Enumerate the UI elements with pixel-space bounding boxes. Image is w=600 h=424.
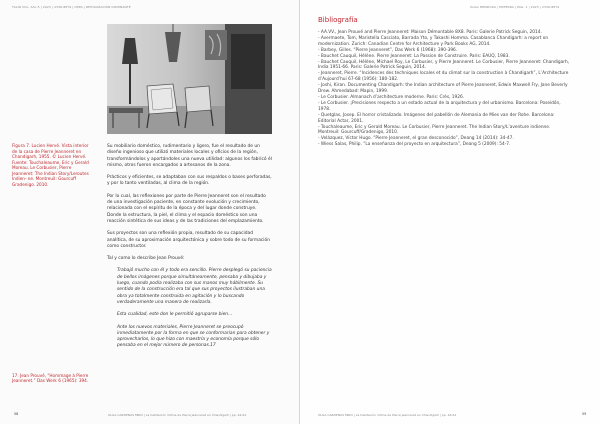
bibliography-entry: - Le Corbusier. Almanach d’architecture moderne. Paris: Crès, 1926. — [318, 94, 465, 100]
left-running-header: TALIN VOL. Año 5 | 2023 | 2336-8879 | DPPA | RESTAURACIÓN DOMINANTE — [12, 5, 131, 9]
bibliography-entry: - Bauchet Cauquil, Hélène, Michael Roy, Le Corbusier, y Pierre Jeanneret. Le Corbusier, Pierre Jeanneret: Chandigarh, India 1951-66. Paris: Galerie Patrick Seguin, 2014. — [318, 59, 570, 71]
bibliography-entry: - Bauchet Cauquil, Hélène. Pierre Jeanneret: La Passion de Construire. Paris: EAUQ, 1983. — [318, 53, 510, 59]
body-paragraph: Por lo cual, las reflexiones por parte de Pierre Jeanneret son el resultado de una investigación paciente, en constante evolución y crecimiento, relacionada con el espíritu de la época y del lugar donde construye. Donde la estructura, la piel, el clima y el espacio doméstico son una reacción sintética de sus ideas y de las tradiciones del emplazamiento. — [107, 193, 266, 224]
bibliography-entry: - Joshi, Kiran. Documenting Chandigarh: the Indian architecture of Pierre Jeanneret, Edwin Maxwell Fry, Jane Beverly Drew. Ahmedabad: Mapin, 1999. — [318, 83, 568, 95]
block-quote: Ante los nuevos materiales, Pierre Jeanneret se preocupó inmediatamente por la forma en que se conformarían para obtener y aprovecharlos, lo que hizo con maestría y economía porque sólo pensaba en el mejor número de personas.17 — [117, 324, 270, 349]
bibliography-entry: - Jeanneret, Pierre. “Incidences des techniques locales et du climat sur la construction à Chandigarh”, L’Architecture d’Aujourd’hui 67-68 (1956): 180-182. — [318, 71, 569, 83]
body-paragraph: Su mobiliario doméstico, rudimentario y ligero, fue el resultado de un diseño ingenioso que utilizó materiales locales y oficios de la región, transformándolos y aportándoles una nueva utilidad: algunos los fabricó él mismo, otros fueron encargados a artesanos de la zona. — [107, 144, 272, 168]
body-paragraph: Sus proyectos son una reflexión propia, resultado de su capacidad analítica, de su aproximación arquitectónica y sobre todo de su formación como constructor. — [107, 231, 270, 249]
bibliography-entry: - AA.VV., Jean Prouvé and Pierre Jeanneret: Maison Démontable 8X8. Paris: Galerie Patrick Seguin, 2014. — [318, 30, 542, 35]
interior-photo-image — [107, 24, 272, 134]
page-number-right: 59 — [582, 412, 587, 416]
bibliography-entry: - Wiess Salas, Philip. “La enseñanza del proyecto en arquitectura”, Deang 5 (2009): 54-7. — [318, 142, 511, 148]
right-page — [300, 0, 600, 424]
left-running-footer: OLGA CARDENAS MIRO | La habitación íntima de Pierre Jeanneret en Chandigarh | pp. 44-61 — [108, 413, 247, 417]
right-running-header: OLGA MENDOZA | ENTERRA | PÁG. 1 | 2023 | 2336-8879 — [470, 5, 560, 9]
bibliography-list — [318, 30, 573, 148]
bibliography-entry: - Le Corbusier. ¡Precisiones respecto a un estado actual de la arquitectura y del urbanismo. Barcelona: Poseidón, 1978. — [318, 100, 561, 112]
bibliography-entry: - Barbey, Gilles. “Pierre Jeanneret”, Das Werk 6 (1968): 390-396. — [318, 47, 458, 53]
bibliography-title: Bibliografía — [318, 16, 358, 24]
interior-photo — [107, 24, 272, 134]
body-paragraph: Prácticos y eficientes, se adaptaban con sus respaldos o bases perforadas, y por lo tanto ventiladas, al clima de la región. — [107, 175, 272, 187]
footnote: 17. Jean Prouvé, “Hommage à Pierre Jeanneret.” Das Werk 6 (1965): 394. — [12, 373, 89, 384]
block-quote: Esta cualidad, este don le permitió agruparse bien... — [117, 312, 233, 318]
body-paragraph: Tal y como lo describe Jean Prouvé: — [107, 256, 185, 262]
figure-caption: Figura 7. Lucien Hervé. Vista interior de la casa de Pierre Jeanneret en Chandigarh, 1955. © Lucien Hervé. Fuente: Touchaleaume, Eric y Gerald Moreau. Le Corbusier, Pierre Jeanneret: The Indian Story/Leroutes Indien- ne. Montreuil: Gourcuff Gradenigo. 2010. — [12, 143, 89, 187]
left-page — [0, 0, 299, 424]
page-number-left: 58 — [14, 412, 19, 416]
bibliography-entry: - Quetglas, Josep. El horror cristalizado. Imágenes del pabellón de Alemania de Mies van der Rohe. Barcelona: Editorial Actar, 2001. — [318, 112, 555, 124]
block-quote: Trabajó mucho con él y todo era sencillo. Pierre desplegó su paciencia de bellos imágenes porque simultáneamente, pensaba y dibujaba y luego, cuando podía realizaba con sus manos muy hábilmente. Su sentido de la construcción era tal que sus proyectos ilustraban una obra ya totalmente construida en agitación y lo buscando verdaderamente una manera de realizarla. — [117, 268, 272, 305]
bibliography-entry: - Velázquez, Víctor Hugo. “Pierre Jeanneret, el gran desconocido”, Deang 14 (2014): 34-47. — [318, 136, 514, 142]
bibliography-entry: - Touchaleaume, Eric y Gerald Moreau. Le Corbusier, Pierre Jeanneret. The Indian Story/L’aventure indienne. Montreuil: Gourcuff/Gradenigo, 2010. — [318, 124, 551, 136]
bibliography-entry: - Avermaete, Tom, Maristella Casciato, Barrada Yto, y Takashi Homma. Casablanca Chandigarh: a report on modernization. Zurich: Canadian Centre for Architecture y Park Books AG, 2014. — [318, 35, 549, 47]
right-running-footer: OLGA CARDENAS MIRO | La habitación íntima de Pierre Jeanneret en Chandigarh | pp. 44-61 — [318, 413, 457, 417]
left-body-text — [107, 144, 272, 356]
